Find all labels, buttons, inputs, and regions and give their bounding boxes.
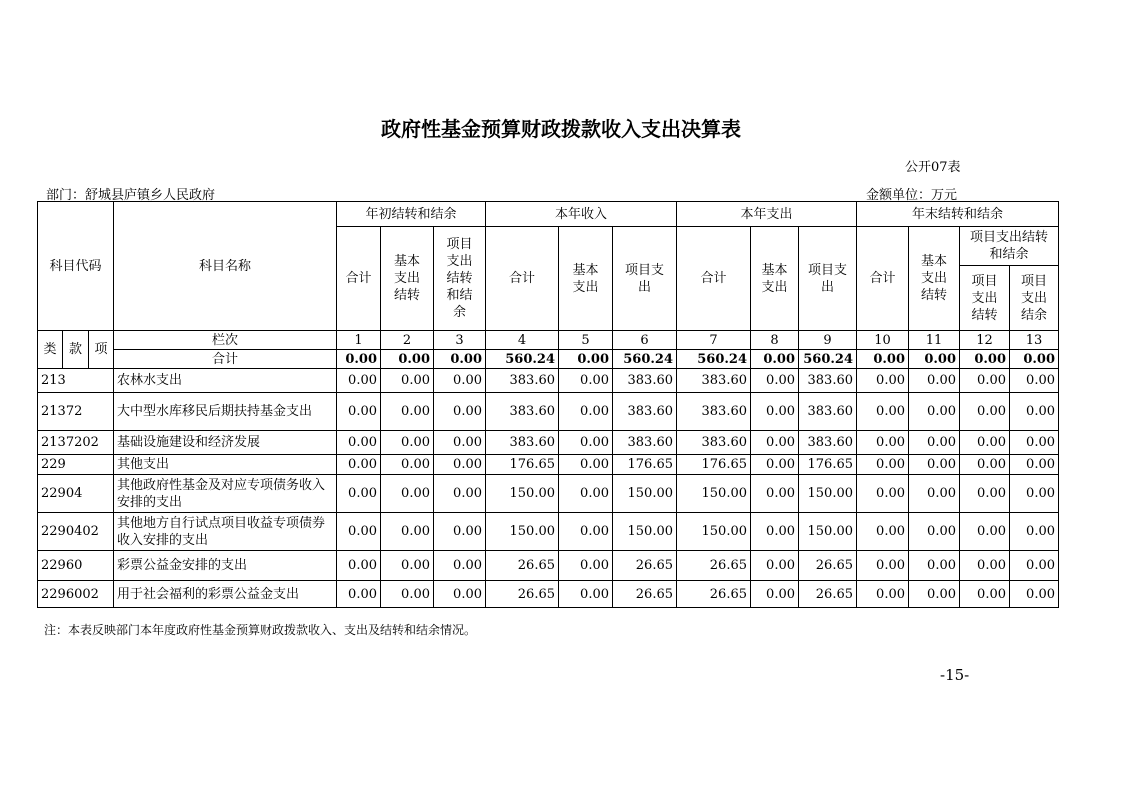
amount-cell: 26.65 bbox=[613, 551, 677, 581]
amount-cell: 26.65 bbox=[799, 551, 857, 581]
amount-cell: 0.00 bbox=[960, 581, 1010, 608]
department-label: 部门：舒城县庐镇乡人民政府 bbox=[46, 188, 216, 203]
total-cell: 0.00 bbox=[559, 350, 613, 369]
amount-cell: 0.00 bbox=[909, 455, 960, 475]
total-cell: 0.00 bbox=[434, 350, 486, 369]
table-row bbox=[38, 369, 1059, 393]
amount-cell: 176.65 bbox=[677, 455, 751, 475]
amount-cell: 0.00 bbox=[1010, 581, 1059, 608]
amount-cell: 0.00 bbox=[434, 581, 486, 608]
amount-cell: 0.00 bbox=[337, 455, 381, 475]
total-cell: 560.24 bbox=[486, 350, 559, 369]
amount-cell: 0.00 bbox=[1010, 551, 1059, 581]
amount-cell: 383.60 bbox=[799, 431, 857, 455]
amount-cell: 0.00 bbox=[559, 513, 613, 551]
amount-cell: 0.00 bbox=[751, 393, 799, 431]
amount-cell: 150.00 bbox=[486, 513, 559, 551]
total-cell: 0.00 bbox=[381, 350, 434, 369]
amount-cell: 0.00 bbox=[559, 369, 613, 393]
subject-code: 229 bbox=[38, 455, 114, 475]
amount-cell: 0.00 bbox=[337, 393, 381, 431]
amount-cell: 0.00 bbox=[434, 513, 486, 551]
unit-label: 金额单位：万元 bbox=[866, 188, 958, 203]
amount-cell: 176.65 bbox=[486, 455, 559, 475]
amount-cell: 0.00 bbox=[751, 369, 799, 393]
subject-code: 2137202 bbox=[38, 431, 114, 455]
amount-cell: 0.00 bbox=[960, 455, 1010, 475]
subject-code: 2290402 bbox=[38, 513, 114, 551]
header-proj-carry2: 项目支出结转 bbox=[960, 266, 1010, 331]
amount-cell: 0.00 bbox=[434, 455, 486, 475]
col-num: 2 bbox=[381, 331, 434, 350]
subject-code: 22960 bbox=[38, 551, 114, 581]
table-row bbox=[38, 455, 1059, 475]
amount-cell: 0.00 bbox=[960, 475, 1010, 513]
header-proj-carry-group: 项目支出结转和结余 bbox=[960, 227, 1059, 266]
amount-cell: 0.00 bbox=[381, 393, 434, 431]
header-group-closing: 年末结转和结余 bbox=[857, 202, 1059, 227]
col-num: 13 bbox=[1010, 331, 1059, 350]
subject-code: 21372 bbox=[38, 393, 114, 431]
amount-cell: 26.65 bbox=[486, 581, 559, 608]
subject-code: 2296002 bbox=[38, 581, 114, 608]
amount-cell: 0.00 bbox=[909, 393, 960, 431]
amount-cell: 176.65 bbox=[613, 455, 677, 475]
subject-name: 彩票公益金安排的支出 bbox=[114, 551, 337, 581]
amount-cell: 0.00 bbox=[559, 455, 613, 475]
header-total: 合计 bbox=[337, 227, 381, 331]
header-lei: 类 bbox=[38, 331, 63, 369]
header-code: 科目代码 bbox=[38, 202, 114, 331]
amount-cell: 0.00 bbox=[857, 393, 909, 431]
amount-cell: 0.00 bbox=[434, 551, 486, 581]
total-cell: 0.00 bbox=[960, 350, 1010, 369]
amount-cell: 0.00 bbox=[857, 431, 909, 455]
amount-cell: 0.00 bbox=[960, 393, 1010, 431]
amount-cell: 150.00 bbox=[799, 475, 857, 513]
amount-cell: 0.00 bbox=[337, 431, 381, 455]
table-row bbox=[38, 393, 1059, 431]
amount-cell: 0.00 bbox=[337, 551, 381, 581]
amount-cell: 150.00 bbox=[613, 513, 677, 551]
header-basic-carry: 基本支出结转 bbox=[381, 227, 434, 331]
amount-cell: 383.60 bbox=[486, 431, 559, 455]
header-total: 合计 bbox=[677, 227, 751, 331]
amount-cell: 0.00 bbox=[381, 369, 434, 393]
subject-name: 大中型水库移民后期扶持基金支出 bbox=[114, 393, 337, 431]
amount-cell: 0.00 bbox=[337, 581, 381, 608]
amount-cell: 0.00 bbox=[1010, 513, 1059, 551]
amount-cell: 0.00 bbox=[434, 369, 486, 393]
subject-name: 基础设施建设和经济发展 bbox=[114, 431, 337, 455]
page-number: -15- bbox=[940, 666, 970, 684]
amount-cell: 0.00 bbox=[960, 369, 1010, 393]
amount-cell: 0.00 bbox=[1010, 369, 1059, 393]
header-group-expense: 本年支出 bbox=[677, 202, 857, 227]
header-basic-carry: 基本支出结转 bbox=[909, 227, 960, 331]
col-num: 10 bbox=[857, 331, 909, 350]
amount-cell: 150.00 bbox=[613, 475, 677, 513]
amount-cell: 26.65 bbox=[486, 551, 559, 581]
header-basic: 基本支出 bbox=[751, 227, 799, 331]
amount-cell: 0.00 bbox=[559, 475, 613, 513]
header-proj: 项目支出 bbox=[799, 227, 857, 331]
header-proj-surplus: 项目支出结余 bbox=[1010, 266, 1059, 331]
amount-cell: 0.00 bbox=[751, 581, 799, 608]
header-basic: 基本支出 bbox=[559, 227, 613, 331]
amount-cell: 0.00 bbox=[751, 513, 799, 551]
amount-cell: 0.00 bbox=[909, 513, 960, 551]
amount-cell: 0.00 bbox=[1010, 455, 1059, 475]
header-group-income: 本年收入 bbox=[486, 202, 677, 227]
amount-cell: 0.00 bbox=[337, 513, 381, 551]
amount-cell: 150.00 bbox=[486, 475, 559, 513]
col-num: 4 bbox=[486, 331, 559, 350]
col-num: 12 bbox=[960, 331, 1010, 350]
amount-cell: 0.00 bbox=[381, 581, 434, 608]
table-row bbox=[38, 475, 1059, 513]
amount-cell: 0.00 bbox=[960, 431, 1010, 455]
amount-cell: 0.00 bbox=[381, 551, 434, 581]
col-num: 7 bbox=[677, 331, 751, 350]
amount-cell: 383.60 bbox=[677, 369, 751, 393]
amount-cell: 383.60 bbox=[613, 393, 677, 431]
amount-cell: 26.65 bbox=[613, 581, 677, 608]
amount-cell: 0.00 bbox=[960, 513, 1010, 551]
subject-name: 农林水支出 bbox=[114, 369, 337, 393]
total-cell: 0.00 bbox=[857, 350, 909, 369]
amount-cell: 0.00 bbox=[434, 393, 486, 431]
amount-cell: 0.00 bbox=[337, 369, 381, 393]
amount-cell: 0.00 bbox=[909, 431, 960, 455]
amount-cell: 0.00 bbox=[909, 369, 960, 393]
subject-name: 其他地方自行试点项目收益专项债券收入安排的支出 bbox=[114, 513, 337, 551]
table-row bbox=[38, 581, 1059, 608]
header-name: 科目名称 bbox=[114, 202, 337, 331]
amount-cell: 0.00 bbox=[857, 513, 909, 551]
amount-cell: 383.60 bbox=[613, 369, 677, 393]
amount-cell: 150.00 bbox=[799, 513, 857, 551]
header-total: 合计 bbox=[857, 227, 909, 331]
amount-cell: 0.00 bbox=[381, 475, 434, 513]
total-cell: 0.00 bbox=[337, 350, 381, 369]
header-total: 合计 bbox=[486, 227, 559, 331]
amount-cell: 0.00 bbox=[559, 581, 613, 608]
subject-name: 其他政府性基金及对应专项债务收入安排的支出 bbox=[114, 475, 337, 513]
amount-cell: 0.00 bbox=[909, 551, 960, 581]
amount-cell: 150.00 bbox=[677, 513, 751, 551]
col-num: 11 bbox=[909, 331, 960, 350]
col-num: 6 bbox=[613, 331, 677, 350]
amount-cell: 0.00 bbox=[857, 551, 909, 581]
amount-cell: 0.00 bbox=[1010, 393, 1059, 431]
subject-code: 22904 bbox=[38, 475, 114, 513]
amount-cell: 383.60 bbox=[486, 393, 559, 431]
total-cell: 560.24 bbox=[613, 350, 677, 369]
amount-cell: 383.60 bbox=[799, 369, 857, 393]
total-cell: 0.00 bbox=[751, 350, 799, 369]
footnote: 注：本表反映部门本年度政府性基金预算财政拨款收入、支出及结转和结余情况。 bbox=[44, 623, 477, 637]
amount-cell: 0.00 bbox=[337, 475, 381, 513]
header-lanci: 栏次 bbox=[114, 331, 337, 350]
amount-cell: 26.65 bbox=[799, 581, 857, 608]
amount-cell: 0.00 bbox=[909, 581, 960, 608]
subject-name: 其他支出 bbox=[114, 455, 337, 475]
amount-cell: 0.00 bbox=[857, 475, 909, 513]
page-title: 政府性基金预算财政拨款收入支出决算表 bbox=[381, 117, 741, 141]
col-num: 5 bbox=[559, 331, 613, 350]
header-proj-carry: 项目支出结转和结余 bbox=[434, 227, 486, 331]
col-num: 1 bbox=[337, 331, 381, 350]
amount-cell: 0.00 bbox=[559, 393, 613, 431]
subject-code: 213 bbox=[38, 369, 114, 393]
amount-cell: 0.00 bbox=[434, 475, 486, 513]
col-num: 3 bbox=[434, 331, 486, 350]
amount-cell: 383.60 bbox=[799, 393, 857, 431]
amount-cell: 0.00 bbox=[559, 431, 613, 455]
total-row-label: 合计 bbox=[114, 350, 337, 369]
amount-cell: 0.00 bbox=[751, 475, 799, 513]
amount-cell: 383.60 bbox=[677, 393, 751, 431]
header-group-opening: 年初结转和结余 bbox=[337, 202, 486, 227]
amount-cell: 383.60 bbox=[613, 431, 677, 455]
header-xiang: 项 bbox=[89, 331, 114, 369]
amount-cell: 0.00 bbox=[857, 369, 909, 393]
amount-cell: 176.65 bbox=[799, 455, 857, 475]
table-row bbox=[38, 551, 1059, 581]
subject-name: 用于社会福利的彩票公益金支出 bbox=[114, 581, 337, 608]
amount-cell: 0.00 bbox=[909, 475, 960, 513]
amount-cell: 383.60 bbox=[677, 431, 751, 455]
total-cell: 0.00 bbox=[1010, 350, 1059, 369]
amount-cell: 0.00 bbox=[1010, 475, 1059, 513]
header-proj: 项目支出 bbox=[613, 227, 677, 331]
amount-cell: 26.65 bbox=[677, 551, 751, 581]
table-row bbox=[38, 513, 1059, 551]
amount-cell: 0.00 bbox=[960, 551, 1010, 581]
amount-cell: 0.00 bbox=[381, 431, 434, 455]
amount-cell: 0.00 bbox=[751, 455, 799, 475]
col-num: 8 bbox=[751, 331, 799, 350]
budget-table bbox=[37, 201, 1059, 608]
total-cell: 0.00 bbox=[909, 350, 960, 369]
col-num: 9 bbox=[799, 331, 857, 350]
amount-cell: 0.00 bbox=[1010, 431, 1059, 455]
amount-cell: 0.00 bbox=[857, 455, 909, 475]
amount-cell: 0.00 bbox=[381, 455, 434, 475]
header-kuan: 款 bbox=[63, 331, 89, 369]
amount-cell: 0.00 bbox=[559, 551, 613, 581]
amount-cell: 0.00 bbox=[434, 431, 486, 455]
table-row bbox=[38, 431, 1059, 455]
amount-cell: 0.00 bbox=[857, 581, 909, 608]
amount-cell: 0.00 bbox=[381, 513, 434, 551]
total-cell: 560.24 bbox=[677, 350, 751, 369]
amount-cell: 150.00 bbox=[677, 475, 751, 513]
amount-cell: 383.60 bbox=[486, 369, 559, 393]
total-cell: 560.24 bbox=[799, 350, 857, 369]
amount-cell: 0.00 bbox=[751, 551, 799, 581]
amount-cell: 26.65 bbox=[677, 581, 751, 608]
amount-cell: 0.00 bbox=[751, 431, 799, 455]
form-number: 公开07表 bbox=[905, 160, 961, 175]
